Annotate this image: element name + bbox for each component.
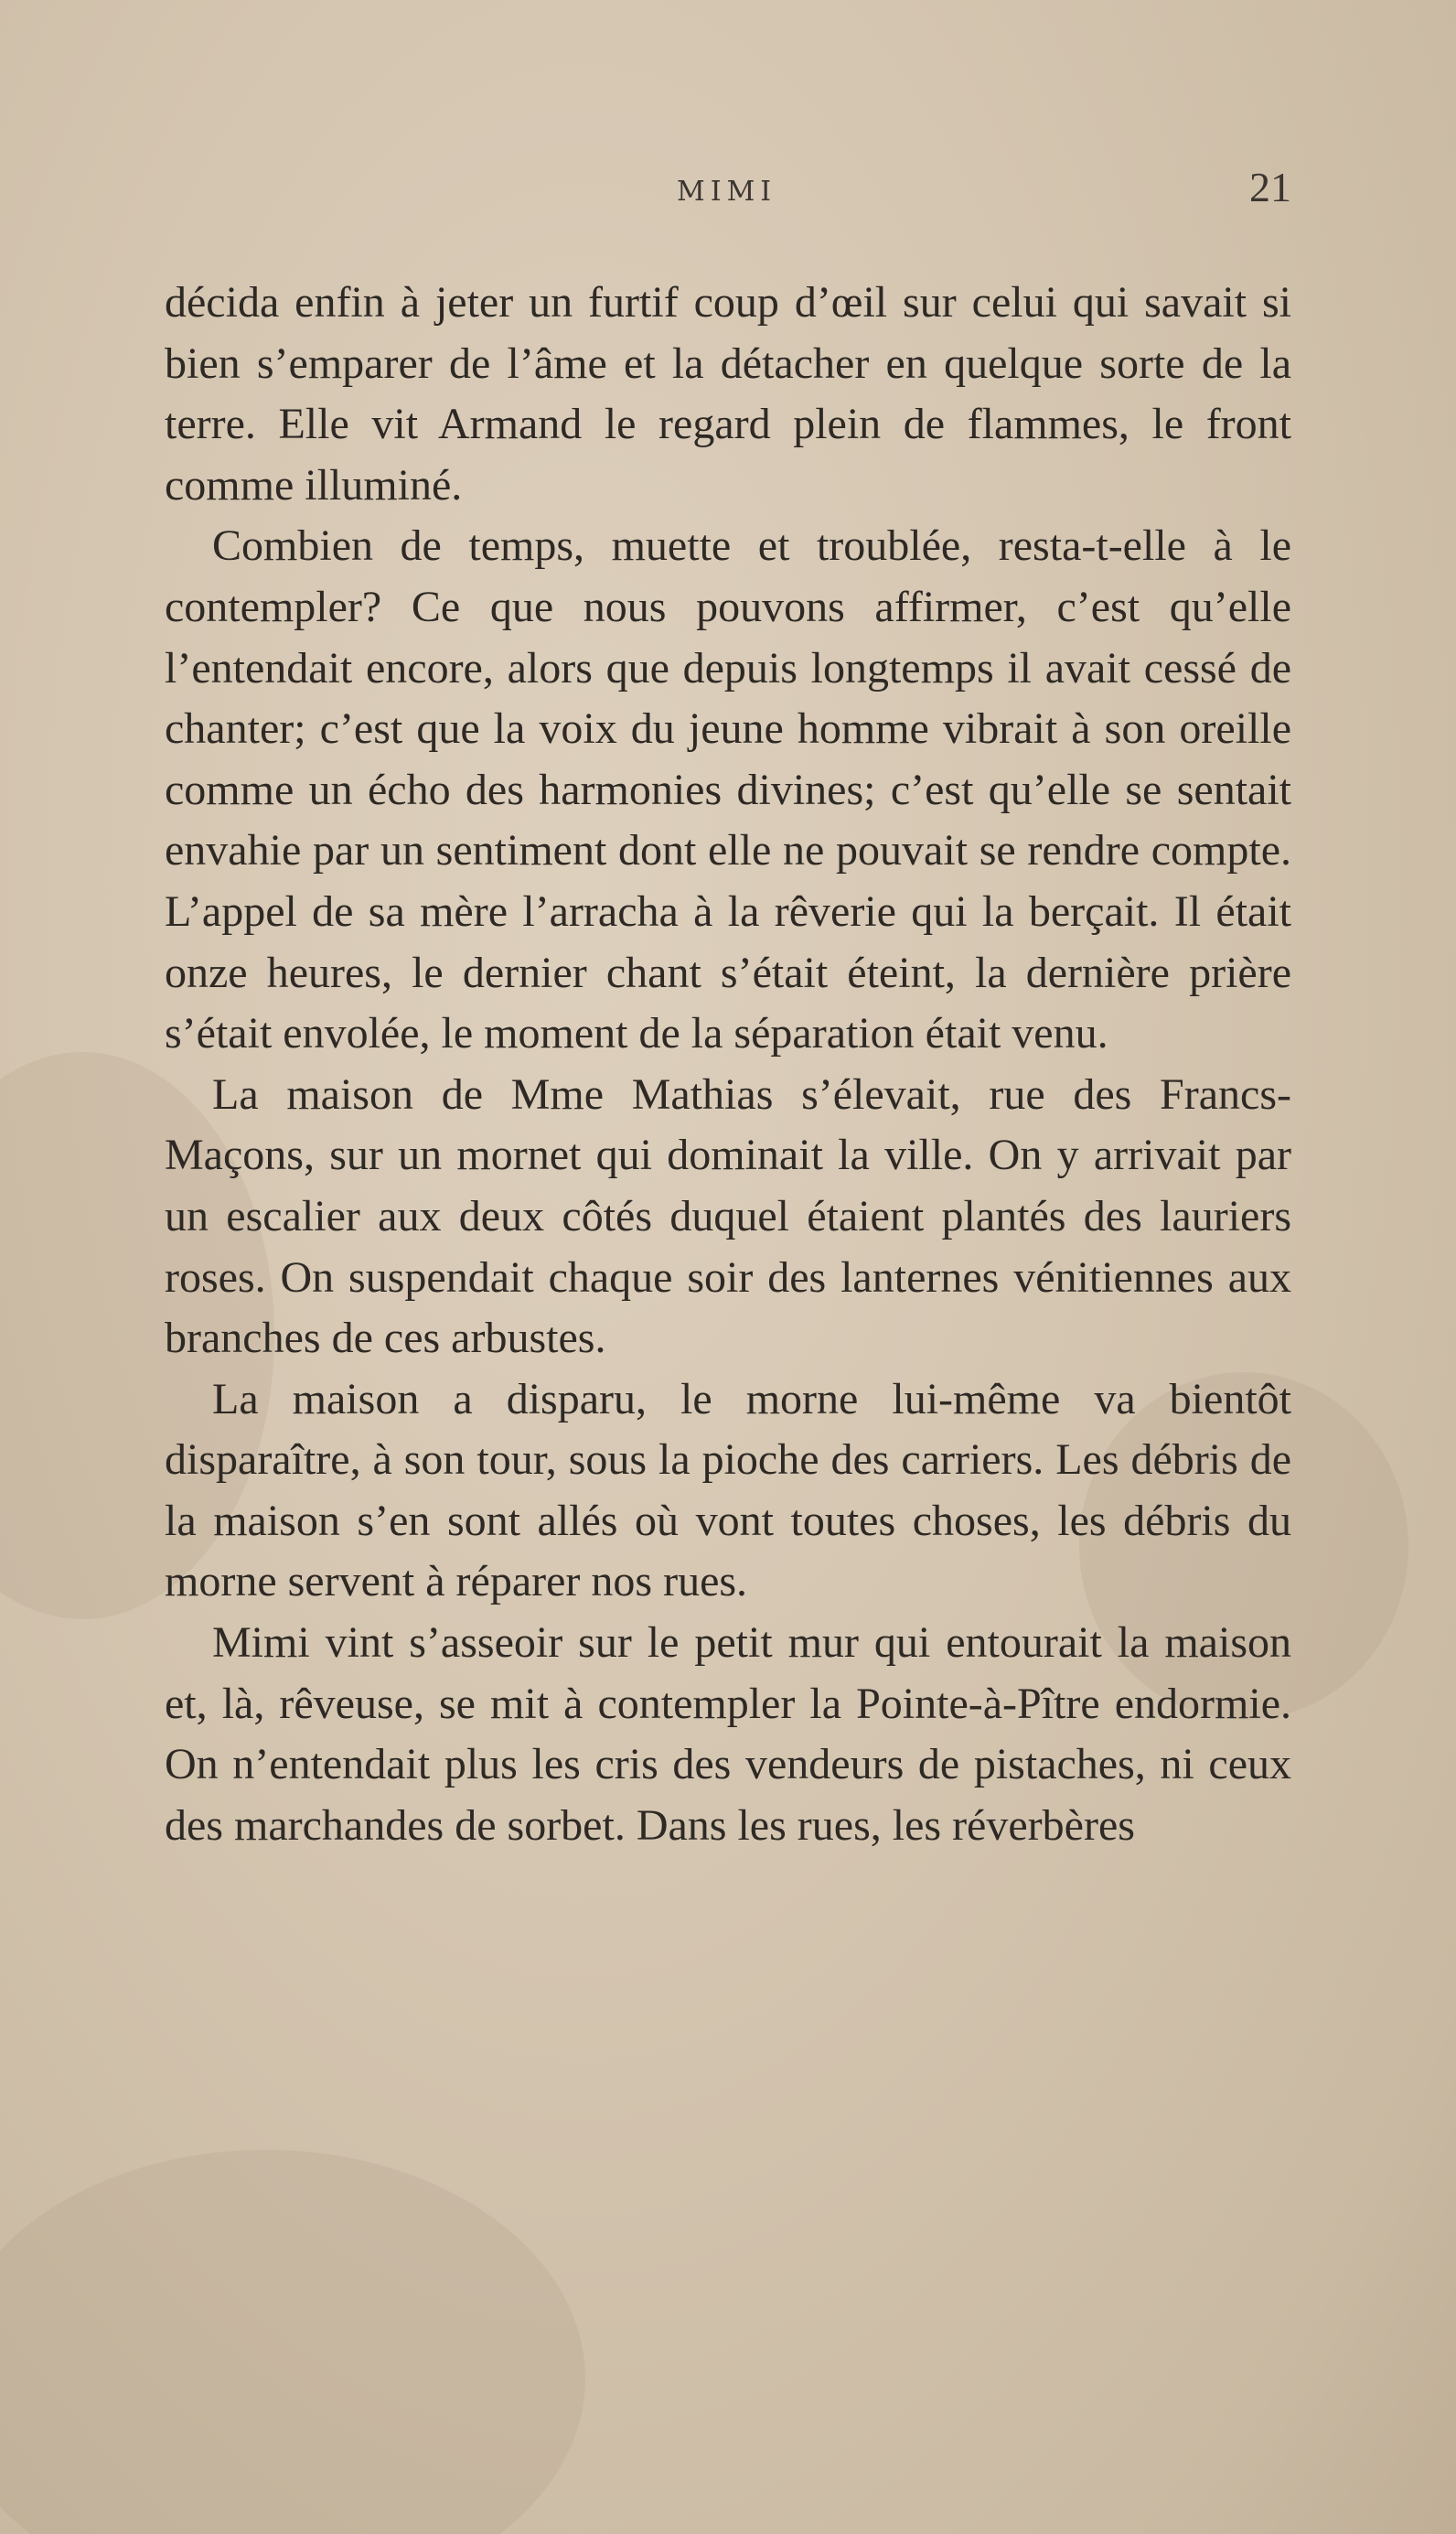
- page-header: [165, 163, 1291, 218]
- paragraph: Combien de temps, muette et troublée, resta-t-elle à le contempler? Ce que nous pouvons affirmer, c’est qu’elle l’entendait encore, alors que depuis longtemps il avait cessé de chanter; c’est que la voix du jeune homme vibrait à son oreille comme un écho des harmonies divines; c’est qu’elle se sentait envahie par un sentiment dont elle ne pouvait se rendre compte. L’appel de sa mère l’arracha à la rêverie qui la berçait. Il était onze heures, le dernier chant s’était éteint, la dernière prière s’était envolée, le moment de la séparation était venu.: [165, 521, 1291, 1058]
- paper-stain: [0, 2150, 585, 2534]
- paragraph: La maison de Mme Mathias s’élevait, rue des Francs-Maçons, sur un mornet qui dominait la ville. On y arrivait par un escalier aux deux côtés duquel étaient plantés des lauriers roses. On suspendait chaque soir des lanternes vénitiennes aux branches de ces arbustes.: [165, 1069, 1291, 1363]
- paragraph: Mimi vint s’asseoir sur le petit mur qui entourait la maison et, là, rêveuse, se mit à contempler la Pointe-à-Pître endormie. On n’entendait plus les cris des vendeurs de pistaches, ni ceux des marchandes de sorbet. Dans les rues, les réverbères: [165, 1618, 1291, 1850]
- paragraph: La maison a disparu, le morne lui-même va bientôt disparaître, à son tour, sous la pioche des carriers. Les débris de la maison s’en sont allés où vont toutes choses, les débris du morne servent à réparer nos rues.: [165, 1374, 1291, 1606]
- body-text: [165, 273, 1291, 1856]
- page-number: 21: [1249, 164, 1291, 210]
- running-title: MIMI: [677, 176, 777, 208]
- paragraph: décida enfin à jeter un furtif coup d’œil sur celui qui savait si bien s’emparer de l’âme et la détacher en quelque sorte de la terre. Elle vit Armand le regard plein de flammes, le front comme illuminé.: [165, 278, 1291, 510]
